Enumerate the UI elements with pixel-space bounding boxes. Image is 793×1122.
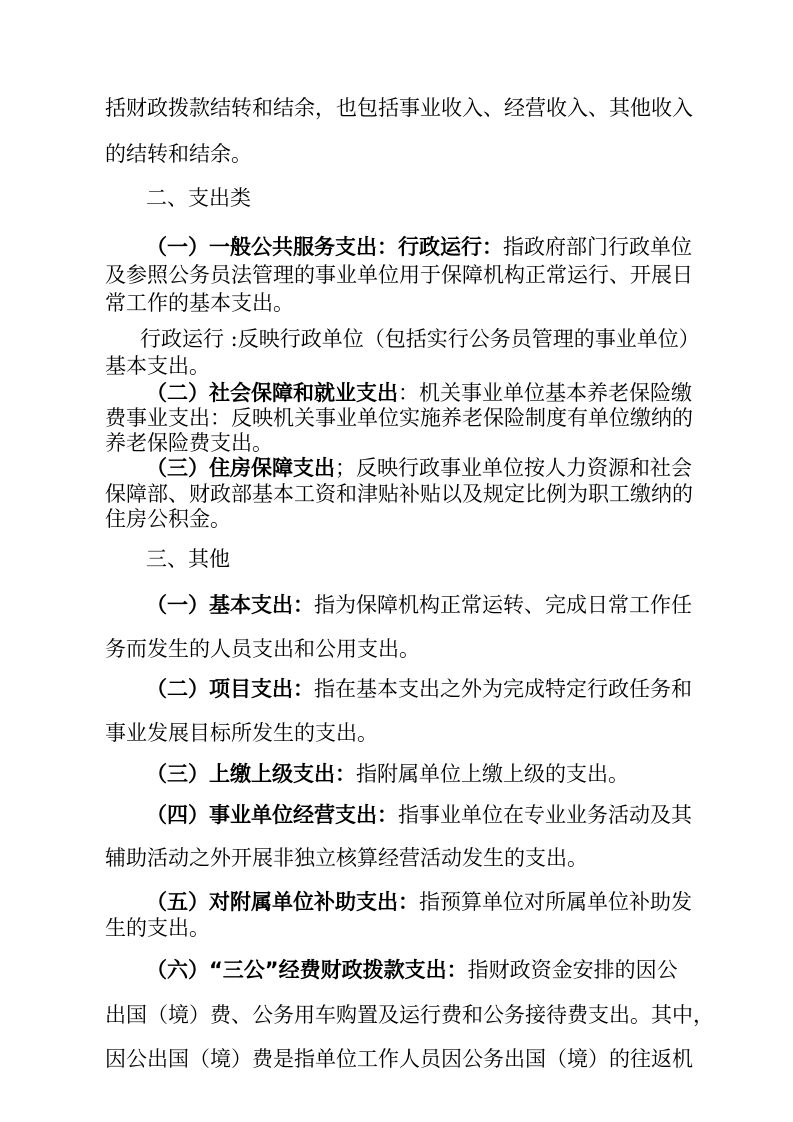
paragraph-line: （一）基本支出：指为保障机构正常运转、完成日常工作任 — [146, 593, 692, 617]
paragraph-line: （六）“三公”经费财政拨款支出：指财政资金安排的因公 — [146, 958, 678, 982]
paragraph-line: （二）项目支出：指在基本支出之外为完成特定行政任务和 — [146, 677, 692, 701]
paragraph-line: 及参照公务员法管理的事业单位用于保障机构正常运行、开展日 — [105, 263, 693, 287]
paragraph-line: 出国（境）费、公务用车购置及运行费和公务接待费支出。其中， — [105, 1003, 714, 1027]
paragraph-line: 务而发生的人员支出和公用支出。 — [105, 637, 420, 661]
paragraph-line: 的结转和结余。 — [105, 142, 252, 166]
bold-term: （一）基本支出： — [146, 593, 314, 617]
section-heading: 二、支出类 — [146, 186, 251, 210]
bold-term: （三）上缴上级支出： — [146, 762, 356, 786]
bold-term: （三）住房保障支出 — [146, 456, 335, 480]
bold-term: （二）项目支出： — [146, 677, 314, 701]
paragraph-line: 保障部、财政部基本工资和津贴补贴以及规定比例为职工缴纳的 — [105, 482, 693, 506]
paragraph-line: 养老保险费支出。 — [105, 431, 273, 455]
paragraph-line: （一）一般公共服务支出：行政运行：指政府部门行政单位 — [146, 235, 692, 259]
bold-term: （二）社会保障和就业支出 — [146, 381, 398, 405]
paragraph-line: 常工作的基本支出。 — [105, 291, 294, 315]
paragraph-line: 住房公积金。 — [105, 507, 231, 531]
paragraph-line: （三）住房保障支出；反映行政事业单位按人力资源和社会 — [146, 456, 692, 480]
paragraph-line: 基本支出。 — [105, 354, 210, 378]
paragraph-line: 费事业支出：反映机关事业单位实施养老保险制度有单位缴纳的 — [105, 406, 693, 430]
bold-term: （一）一般公共服务支出：行政运行： — [146, 235, 503, 259]
paragraph-line: 行政运行 :反映行政单位（包括实行公务员管理的事业单位） — [140, 327, 700, 351]
bold-term: （四）事业单位经营支出： — [146, 803, 398, 827]
bold-term: （六）“三公”经费财政拨款支出： — [146, 958, 468, 982]
paragraph-line: 因公出国（境）费是指单位工作人员因公务出国（境）的往返机 — [105, 1047, 693, 1071]
paragraph-line: （二）社会保障和就业支出：机关事业单位基本养老保险缴 — [146, 381, 692, 405]
paragraph-line: （五）对附属单位补助支出：指预算单位对所属单位补助发 — [146, 890, 692, 914]
paragraph-line: （三）上缴上级支出：指附属单位上缴上级的支出。 — [146, 762, 629, 786]
bold-term: （五）对附属单位补助支出： — [146, 890, 419, 914]
section-heading: 三、其他 — [146, 547, 230, 571]
paragraph-line: （四）事业单位经营支出：指事业单位在专业业务活动及其 — [146, 803, 692, 827]
paragraph-line: 括财政拨款结转和结余，也包括事业收入、经营收入、其他收入 — [105, 96, 693, 120]
paragraph-line: 辅助活动之外开展非独立核算经营活动发生的支出。 — [105, 846, 588, 870]
paragraph-line: 生的支出。 — [105, 916, 210, 940]
paragraph-line: 事业发展目标所发生的支出。 — [105, 721, 378, 745]
